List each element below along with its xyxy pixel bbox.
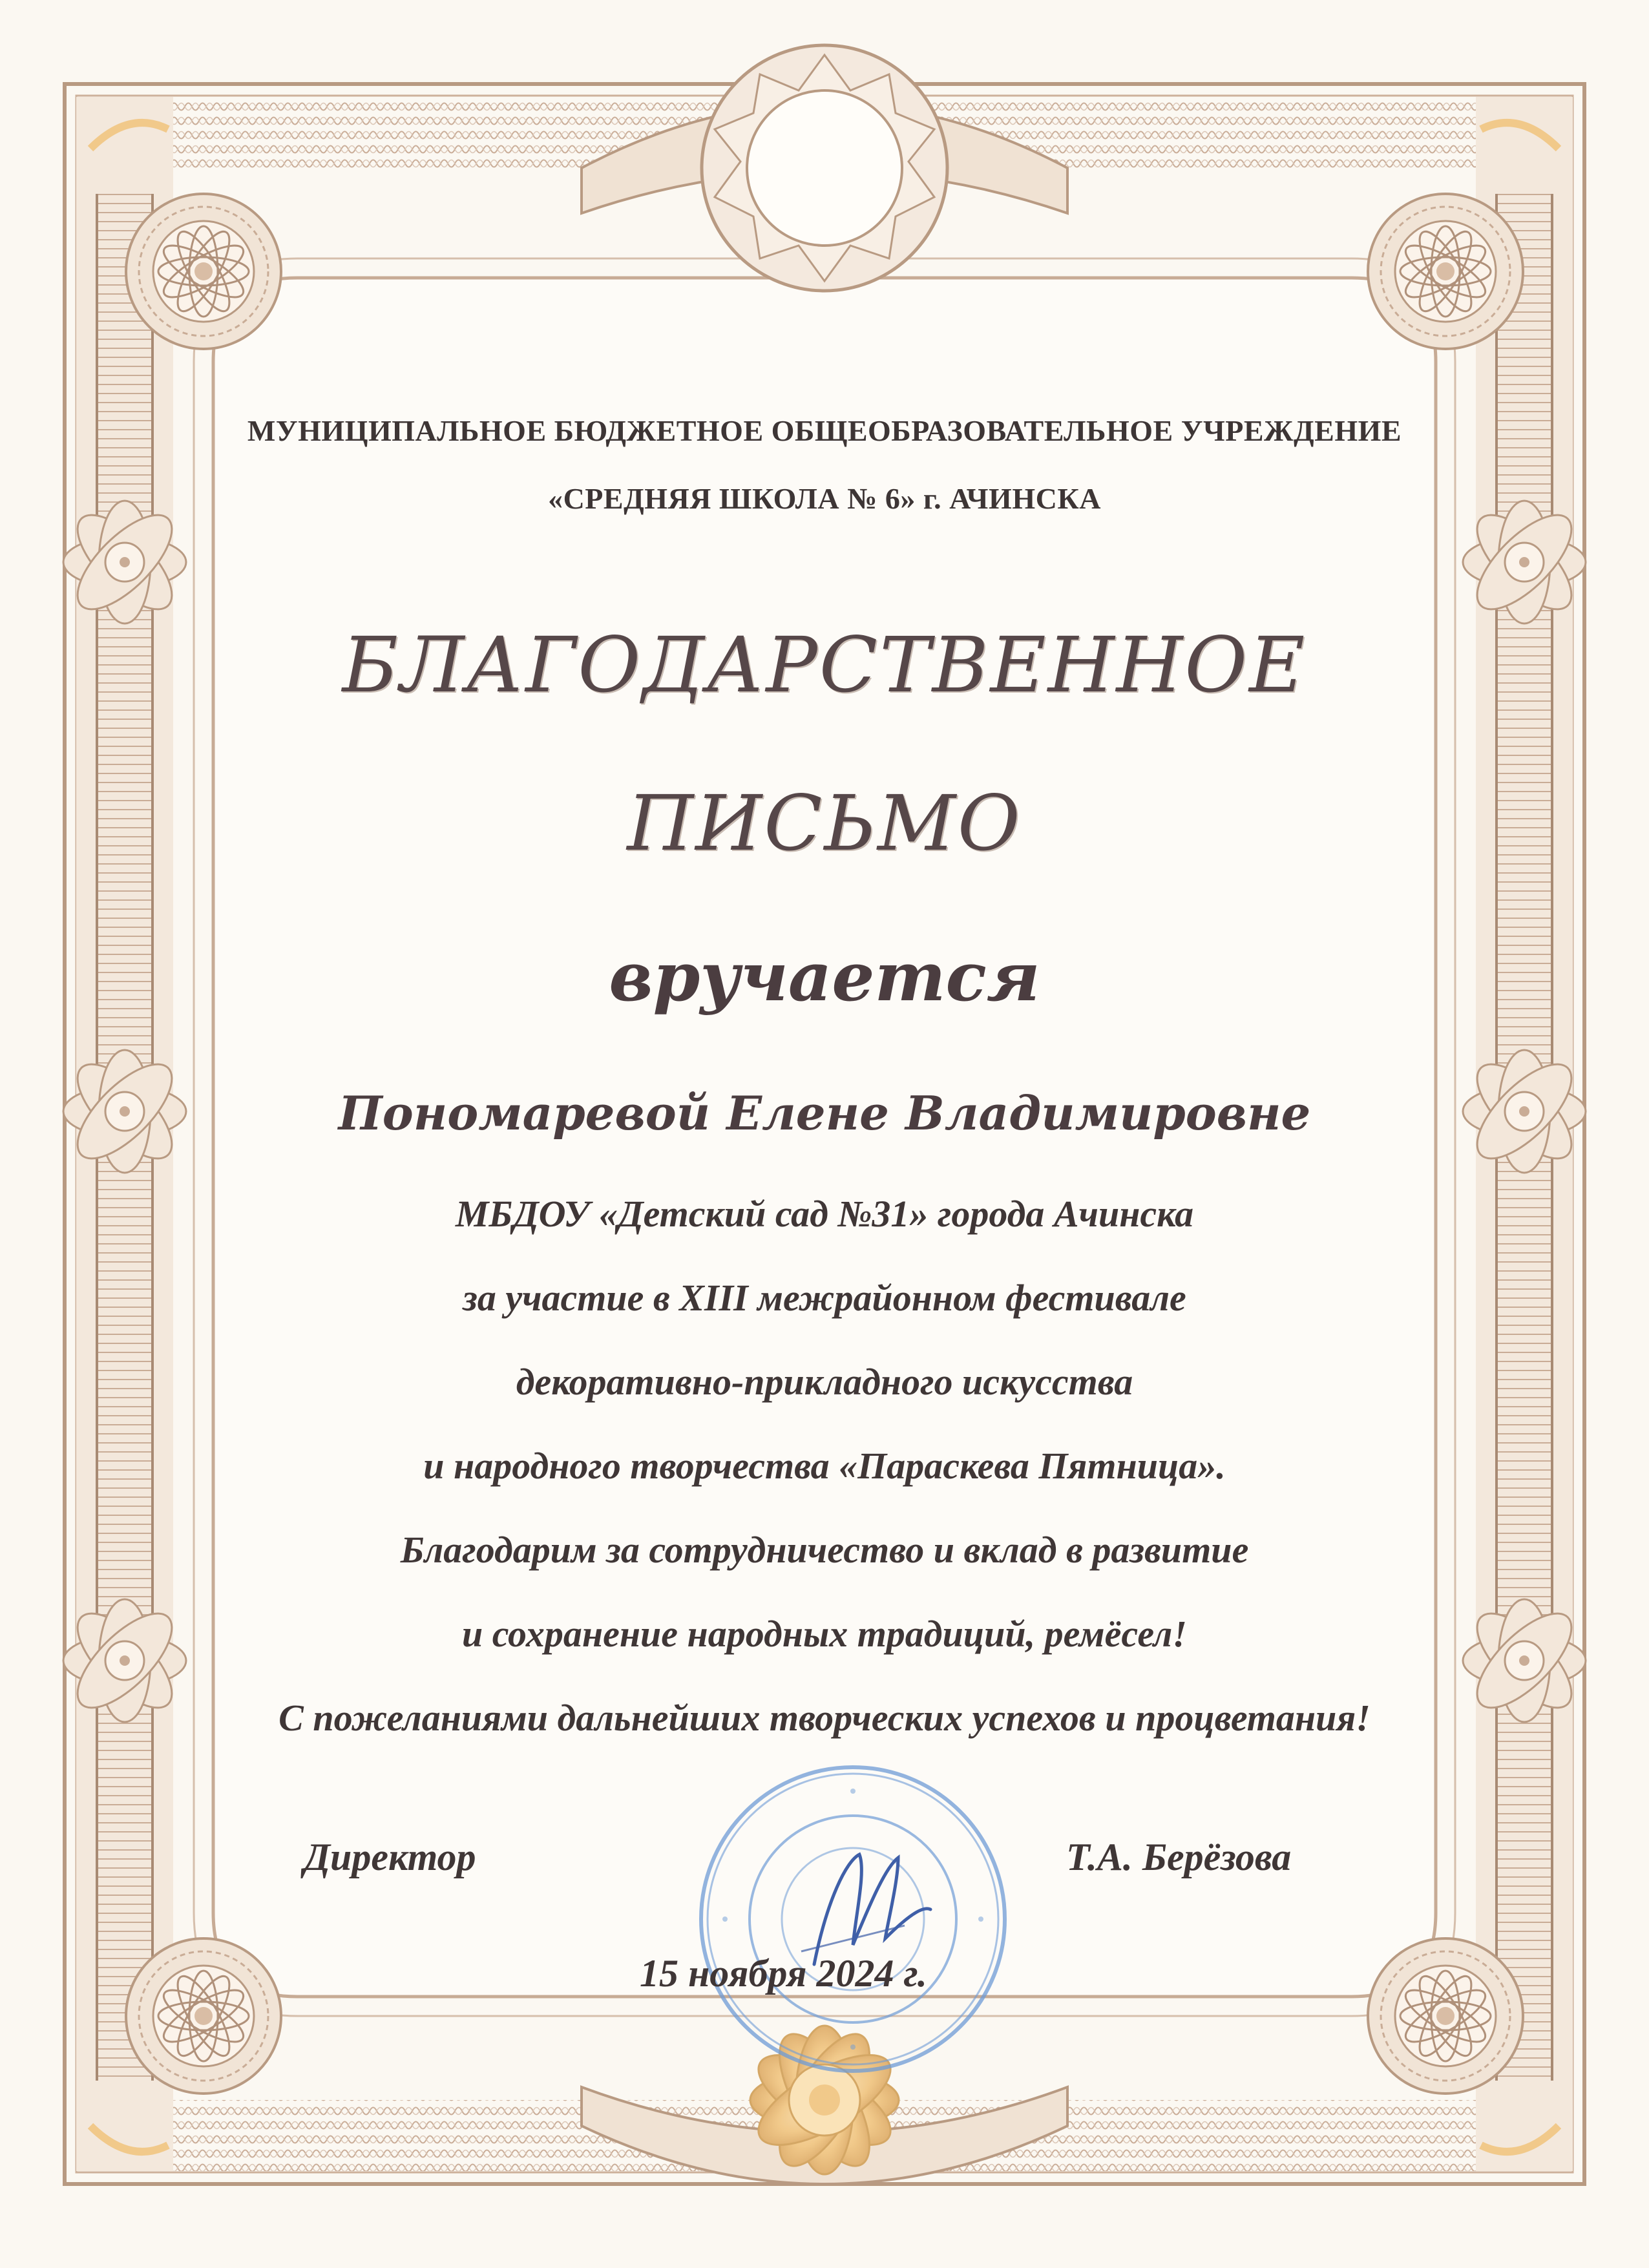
body-line: декоративно-прикладного искусства — [516, 1361, 1133, 1403]
awarded-label: вручается — [609, 937, 1040, 1016]
body-line: за участие в XIII межрайонном фестивале — [463, 1277, 1186, 1319]
body-line: и сохранение народных традиций, ремёсел! — [462, 1613, 1187, 1655]
institution-line-1: МУНИЦИПАЛЬНОЕ БЮДЖЕТНОЕ ОБЩЕОБРАЗОВАТЕЛЬНОЕ УЧРЕЖДЕНИЕ — [247, 414, 1402, 447]
issue-date: 15 ноября 2024 г. — [640, 1952, 927, 1995]
body-line: МБДОУ «Детский сад №31» города Ачинска — [455, 1193, 1194, 1235]
signatory-name: Т.А. Берёзова — [1066, 1836, 1292, 1878]
signatory-position: Директор — [304, 1836, 476, 1878]
recipient-name: Пономаревой Елене Владимировне — [338, 1086, 1311, 1140]
institution-line-2: «СРЕДНЯЯ ШКОЛА № 6» г. АЧИНСКА — [548, 482, 1101, 515]
document-title-line-1: БЛАГОДАРСТВЕННОЕ — [342, 620, 1307, 709]
official-stamp — [691, 1758, 1014, 2081]
document-title-line-2: ПИСЬМО — [627, 779, 1022, 868]
body-line: С пожеланиями дальнейших творческих успехов и процветания! — [278, 1697, 1371, 1739]
body-line: и народного творчества «Параскева Пятница». — [423, 1445, 1226, 1487]
body-line: Благодарим за сотрудничество и вклад в развитие — [400, 1529, 1249, 1571]
